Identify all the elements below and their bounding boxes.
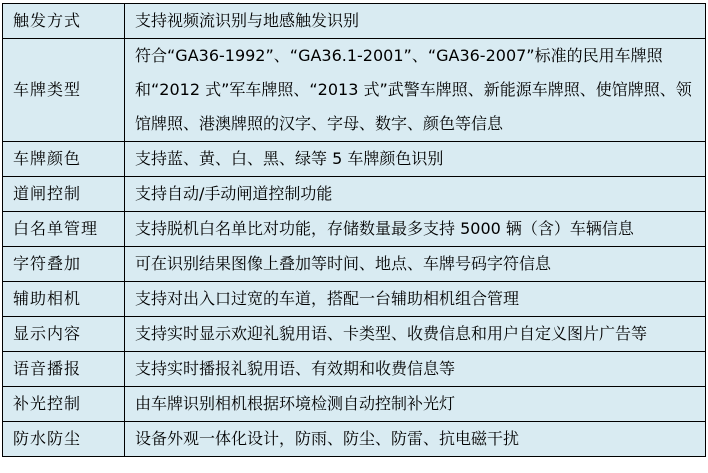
spec-label: 防水防尘 (3, 422, 125, 457)
table-row (3, 317, 706, 352)
spec-value: 由车牌识别相机根据环境检测自动控制补光灯 (125, 387, 706, 422)
spec-label: 补光控制 (3, 387, 125, 422)
spec-value: 支持对出入口过宽的车道，搭配一台辅助相机组合管理 (125, 282, 706, 317)
table-row (3, 282, 706, 317)
spec-value: 支持实时播报礼貌用语、有效期和收费信息等 (125, 352, 706, 387)
spec-value: 支持自动/手动闸道控制功能 (125, 177, 706, 212)
table-row (3, 177, 706, 212)
table-row (3, 39, 706, 142)
spec-value: 支持蓝、黄、白、黑、绿等 5 车牌颜色识别 (125, 142, 706, 177)
spec-value: 符合“GA36-1992”、“GA36.1-2001”、“GA36-2007”标准的民用车牌照和“2012 式”军车牌照、“2013 式”武警车牌照、新能源车牌照、使馆牌照、领馆牌照、港澳牌照的汉字、字母、数字、颜色等信息 (125, 39, 706, 142)
spec-table (2, 3, 706, 457)
spec-label: 白名单管理 (3, 212, 125, 247)
spec-value: 支持实时显示欢迎礼貌用语、卡类型、收费信息和用户自定义图片广告等 (125, 317, 706, 352)
table-row (3, 212, 706, 247)
spec-label: 辅助相机 (3, 282, 125, 317)
spec-label: 道闸控制 (3, 177, 125, 212)
spec-label: 显示内容 (3, 317, 125, 352)
table-row (3, 352, 706, 387)
spec-value: 支持脱机白名单比对功能，存储数量最多支持 5000 辆（含）车辆信息 (125, 212, 706, 247)
spec-value: 设备外观一体化设计，防雨、防尘、防雷、抗电磁干扰 (125, 422, 706, 457)
spec-label: 车牌类型 (3, 39, 125, 142)
table-row (3, 387, 706, 422)
table-row (3, 422, 706, 457)
spec-label: 车牌颜色 (3, 142, 125, 177)
spec-label: 触发方式 (3, 4, 125, 39)
spec-table-body (3, 4, 706, 457)
table-row (3, 142, 706, 177)
table-row (3, 247, 706, 282)
spec-label: 字符叠加 (3, 247, 125, 282)
spec-label: 语音播报 (3, 352, 125, 387)
spec-value: 支持视频流识别与地感触发识别 (125, 4, 706, 39)
table-row (3, 4, 706, 39)
spec-value: 可在识别结果图像上叠加等时间、地点、车牌号码字符信息 (125, 247, 706, 282)
